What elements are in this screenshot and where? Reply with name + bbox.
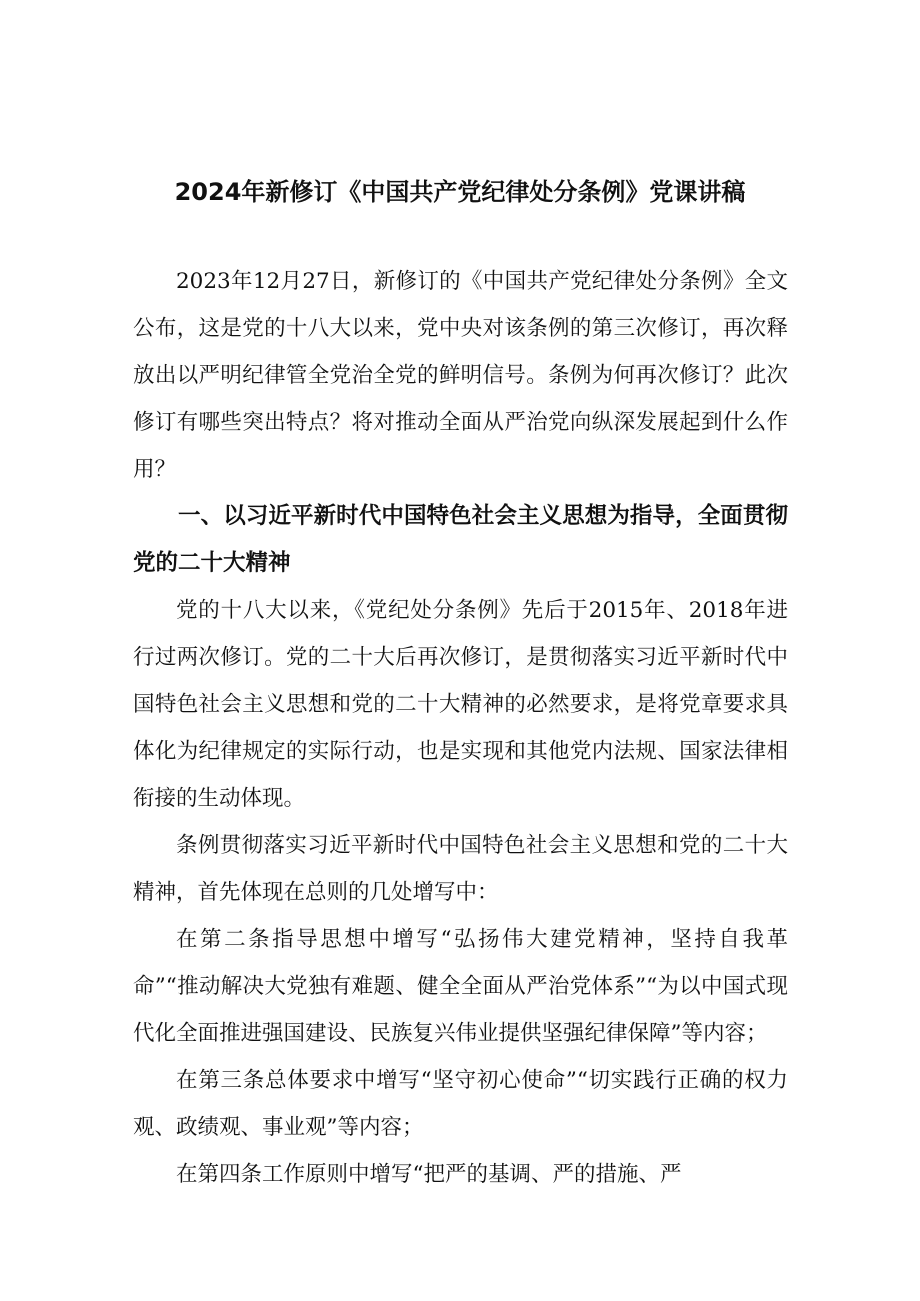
body-paragraph: 条例贯彻落实习近平新时代中国特色社会主义思想和党的二十大精神，首先体现在总则的几处增写中： [133,833,788,905]
intro-paragraph: 2023年12月27日，新修订的《中国共产党纪律处分条例》全文公布，这是党的十八大以来，党中央对该条例的第三次修订，再次释放出以严明纪律管全党治全党的鲜明信号。条例为何再次修订？此次修订有哪些突出特点？将对推动全面从严治党向纵深发展起到什么作用？ [133,269,788,482]
body-paragraph: 在第三条总体要求中增写“坚守初心使命”“切实践行正确的权力观、政绩观、事业观”等内容； [133,1068,788,1140]
section-heading: 一、以习近平新时代中国特色社会主义思想为指导，全面贯彻党的二十大精神 [133,503,788,576]
body-paragraph: 党的十八大以来，《党纪处分条例》先后于2015年、2018年进行过两次修订。党的二十大后再次修订，是贯彻落实习近平新时代中国特色社会主义思想和党的二十大精神的必然要求，是将党章要求具体化为纪律规定的实际行动，也是实现和其他党内法规、国家法律相衔接的生动体现。 [133,598,788,811]
body-paragraph: 在第四条工作原则中增写“把严的基调、严的措施、严 [176,1162,682,1187]
document-title: 2024年新修订《中国共产党纪律处分条例》党课讲稿 [174,178,746,206]
document-body [133,258,788,1198]
body-paragraph: 在第二条指导思想中增写“弘扬伟大建党精神，坚持自我革命”“推动解决大党独有难题、健全全面从严治党体系”“为以中国式现代化全面推进强国建设、民族复兴伟业提供坚强纪律保障”等内容； [133,927,788,1046]
